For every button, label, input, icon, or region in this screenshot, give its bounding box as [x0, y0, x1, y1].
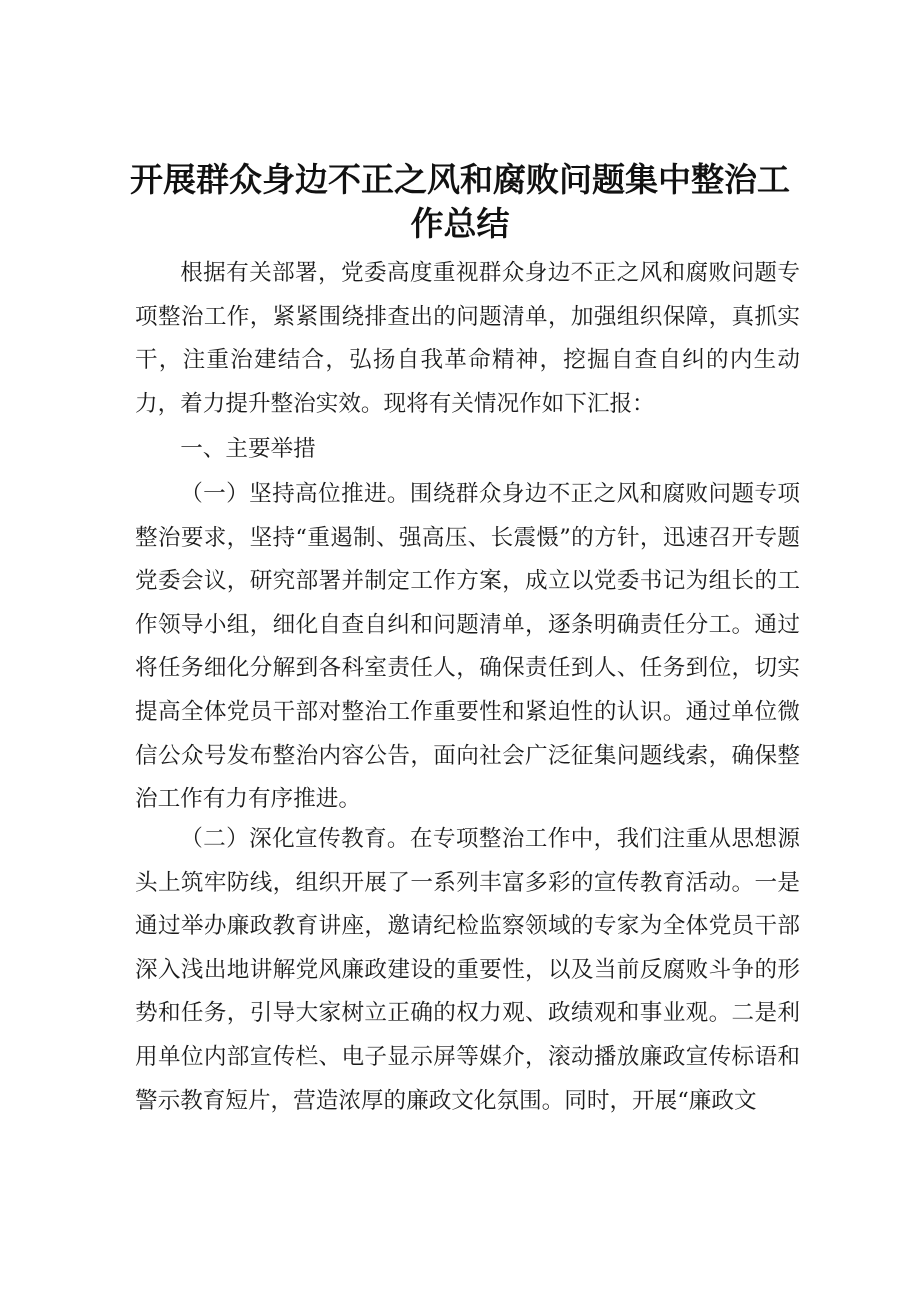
title-line-1: 开展群众身边不正之风和腐败问题集中整治工 [130, 160, 790, 199]
paragraph-high-level-promotion: （一）坚持高位推进。围绕群众身边不正之风和腐败问题专项整治要求，坚持“重遏制、强高压、长震慑”的方针，迅速召开专题党委会议，研究部署并制定工作方案，成立以党委书记为组长的工作领导小组，细化自查自纠和问题清单，逐条明确责任分工。通过将任务细化分解到各科室责任人，确保责任到人、任务到位，切实提高全体党员干部对整治工作重要性和紧迫性的认识。通过单位微信公众号发布整治内容公告，面向社会广泛征集问题线索，确保整治工作有力有序推进。 [135, 481, 800, 813]
document-title [120, 158, 800, 246]
title-line-2: 作总结 [410, 204, 510, 243]
intro-paragraph: 根据有关部署，党委高度重视群众身边不正之风和腐败问题专项整治工作，紧紧围绕排查出的问题清单，加强组织保障，真抓实干，注重治建结合，弘扬自我革命精神，挖掘自查自纠的内生动力，着力提升整治实效。现将有关情况作如下汇报： [135, 260, 800, 417]
paragraph-publicity-education: （二）深化宣传教育。在专项整治工作中，我们注重从思想源头上筑牢防线，组织开展了一系列丰富多彩的宣传教育活动。一是通过举办廉政教育讲座，邀请纪检监察领域的专家为全体党员干部深入浅出地讲解党风廉政建设的重要性，以及当前反腐败斗争的形势和任务，引导大家树立正确的权力观、政绩观和事业观。二是利用单位内部宣传栏、电子显示屏等媒介，滚动播放廉政宣传标语和警示教育短片，营造浓厚的廉政文化氛围。同时，开展“廉政文 [135, 826, 800, 1114]
section-heading-main-measures: 一、主要举措 [180, 436, 316, 462]
